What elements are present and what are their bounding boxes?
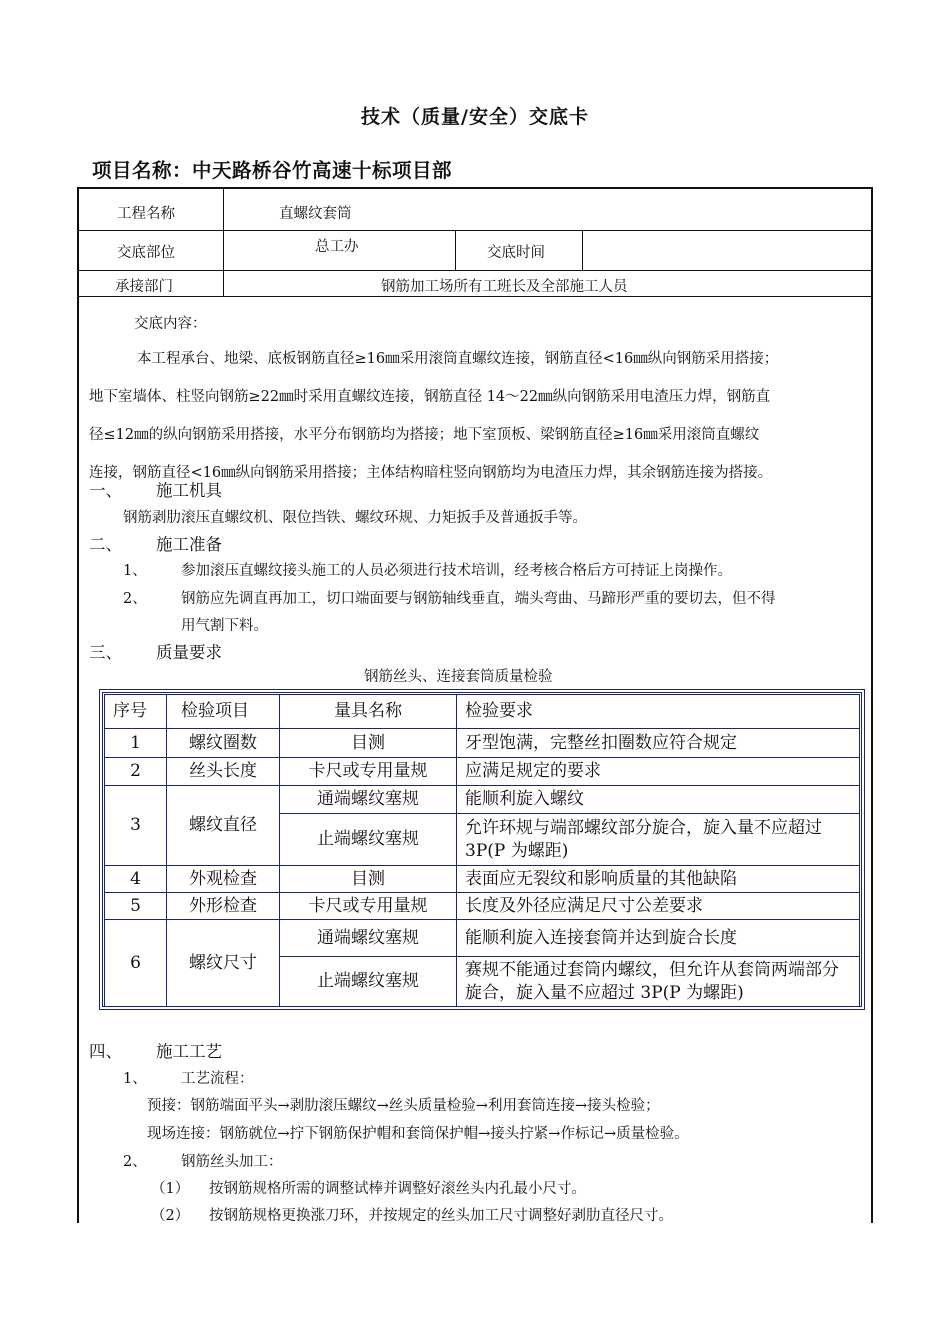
intro-line: 本工程承台、地梁、底板钢筋直径≥16㎜采用滚筒直螺纹连接，钢筋直径<16㎜纵向钢筋采用搭接； xyxy=(137,351,779,367)
quality-table xyxy=(99,689,865,1010)
gauge-name: 止端螺纹塞规 xyxy=(280,814,457,866)
section-1-title: 施工机具 xyxy=(156,481,222,500)
section-4-number: 四、 xyxy=(89,1042,122,1061)
sub-item-number: （1） xyxy=(151,1181,190,1197)
table-header-row xyxy=(105,695,860,729)
table-row xyxy=(105,786,860,814)
intro-line: 连接，钢筋直径<16㎜纵向钢筋采用搭接；主体结构暗柱竖向钢筋均为电渣压力焊，其余钢筋连接为搭接。 xyxy=(89,465,773,481)
section-3-number: 三、 xyxy=(89,643,122,662)
table-row xyxy=(105,866,860,893)
table-row xyxy=(105,893,860,920)
row-number: 3 xyxy=(105,786,167,866)
step-number: 2、 xyxy=(123,1154,147,1170)
gauge-name: 卡尺或专用量规 xyxy=(280,893,457,920)
divider xyxy=(79,230,871,231)
section-2-number: 二、 xyxy=(89,535,122,554)
requirement: 表面应无裂纹和影响质量的其他缺陷 xyxy=(457,866,860,893)
list-item-text: 参加滚压直螺纹接头施工的人员必须进行技术培训，经考核合格后方可持证上岗操作。 xyxy=(181,563,732,579)
row-number: 2 xyxy=(105,758,167,786)
row-number: 1 xyxy=(105,729,167,758)
requirement: 允许环规与端部螺纹部分旋合，旋入量不应超过 3P(P 为螺距) xyxy=(457,814,860,866)
requirement: 能顺利旋入连接套筒并达到旋合长度 xyxy=(457,920,860,957)
inspection-item: 外观检查 xyxy=(167,866,280,893)
step-title: 钢筋丝头加工： xyxy=(181,1154,283,1170)
flow-site: 现场连接：钢筋就位→拧下钢筋保护帽和套筒保护帽→接头拧紧→作标记→质量检验。 xyxy=(147,1126,689,1142)
requirement: 能顺利旋入螺纹 xyxy=(457,786,860,814)
dept-value: 钢筋加工场所有工班长及全部施工人员 xyxy=(381,279,628,295)
row-number: 5 xyxy=(105,893,167,920)
row-number: 6 xyxy=(105,920,167,1007)
gauge-name: 卡尺或专用量规 xyxy=(280,758,457,786)
table-row xyxy=(105,758,860,786)
divider xyxy=(79,296,871,297)
project-name-label: 工程名称 xyxy=(117,206,175,222)
step-number: 1、 xyxy=(123,1071,147,1087)
column-header: 检验项目 xyxy=(167,695,280,729)
step-title: 工艺流程： xyxy=(181,1071,254,1087)
list-item-number: 2、 xyxy=(123,591,147,607)
inspection-item: 螺纹直径 xyxy=(167,786,280,866)
gauge-name: 目测 xyxy=(280,729,457,758)
project-name-value: 直螺纹套筒 xyxy=(279,206,352,222)
content-label: 交底内容： xyxy=(134,316,207,332)
inspection-item: 外形检查 xyxy=(167,893,280,920)
sub-item-number: （2） xyxy=(151,1208,190,1224)
table-row xyxy=(105,729,860,758)
list-item-number: 1、 xyxy=(123,563,147,579)
divider xyxy=(223,189,224,296)
gauge-name: 目测 xyxy=(280,866,457,893)
section-2-title: 施工准备 xyxy=(156,535,222,554)
gauge-name: 通端螺纹塞规 xyxy=(280,920,457,957)
sub-item-text: 按钢筋规格所需的调整试棒并调整好滚丝头内孔最小尺寸。 xyxy=(209,1181,586,1197)
flow-prefab: 预接：钢筋端面平头→剥肋滚压螺纹→丝头质量检验→利用套筒连接→接头检验； xyxy=(147,1098,660,1114)
gauge-name: 通端螺纹塞规 xyxy=(280,786,457,814)
intro-line: 地下室墙体、柱竖向钢筋≥22㎜时采用直螺纹连接，钢筋直径 14～22㎜纵向钢筋采用电渣压力焊，钢筋直 xyxy=(89,389,771,405)
list-item-text: 钢筋应先调直再加工，切口端面要与钢筋轴线垂直，端头弯曲、马蹄形严重的要切去，但不得 xyxy=(181,591,776,607)
inspection-item: 螺纹圈数 xyxy=(167,729,280,758)
intro-paragraph xyxy=(89,340,865,492)
part-label: 交底部位 xyxy=(117,245,175,261)
inspection-item: 丝头长度 xyxy=(167,758,280,786)
column-header: 序号 xyxy=(105,695,167,729)
section-1-text: 钢筋剥肋滚压直螺纹机、限位挡铁、螺纹环规、力矩扳手及普通扳手等。 xyxy=(123,510,587,526)
requirement: 牙型饱满，完整丝扣圈数应符合规定 xyxy=(457,729,860,758)
gauge-name: 止端螺纹塞规 xyxy=(280,957,457,1007)
section-1-number: 一、 xyxy=(89,481,122,500)
handover-form xyxy=(77,187,873,1223)
divider xyxy=(582,230,583,270)
list-item-text: 用气割下料。 xyxy=(181,618,268,634)
inspection-item: 螺纹尺寸 xyxy=(167,920,280,1007)
document-title: 技术（质量/安全）交底卡 xyxy=(361,106,589,128)
column-header: 检验要求 xyxy=(457,695,860,729)
requirement: 长度及外径应满足尺寸公差要求 xyxy=(457,893,860,920)
time-label: 交底时间 xyxy=(487,245,545,261)
dept-label: 承接部门 xyxy=(115,279,173,295)
section-3-title: 质量要求 xyxy=(156,643,222,662)
divider xyxy=(79,270,871,271)
requirement: 应满足规定的要求 xyxy=(457,758,860,786)
section-4-title: 施工工艺 xyxy=(156,1042,222,1061)
divider xyxy=(455,230,456,270)
table-caption: 钢筋丝头、连接套筒质量检验 xyxy=(364,669,553,685)
requirement: 赛规不能通过套筒内螺纹，但允许从套筒两端部分旋合，旋入量不应超过 3P(P 为螺距) xyxy=(457,957,860,1007)
part-value: 总工办 xyxy=(315,239,359,255)
table-row xyxy=(105,920,860,957)
sub-item-text: 按钢筋规格更换涨刀环，并按规定的丝头加工尺寸调整好剥肋直径尺寸。 xyxy=(209,1208,673,1224)
project-name: 项目名称：中天路桥谷竹高速十标项目部 xyxy=(92,159,453,182)
row-number: 4 xyxy=(105,866,167,893)
intro-line: 径≤12㎜的纵向钢筋采用搭接，水平分布钢筋均为搭接；地下室顶板、梁钢筋直径≥16㎜采用滚筒直螺纹 xyxy=(89,427,760,443)
column-header: 量具名称 xyxy=(280,695,457,729)
